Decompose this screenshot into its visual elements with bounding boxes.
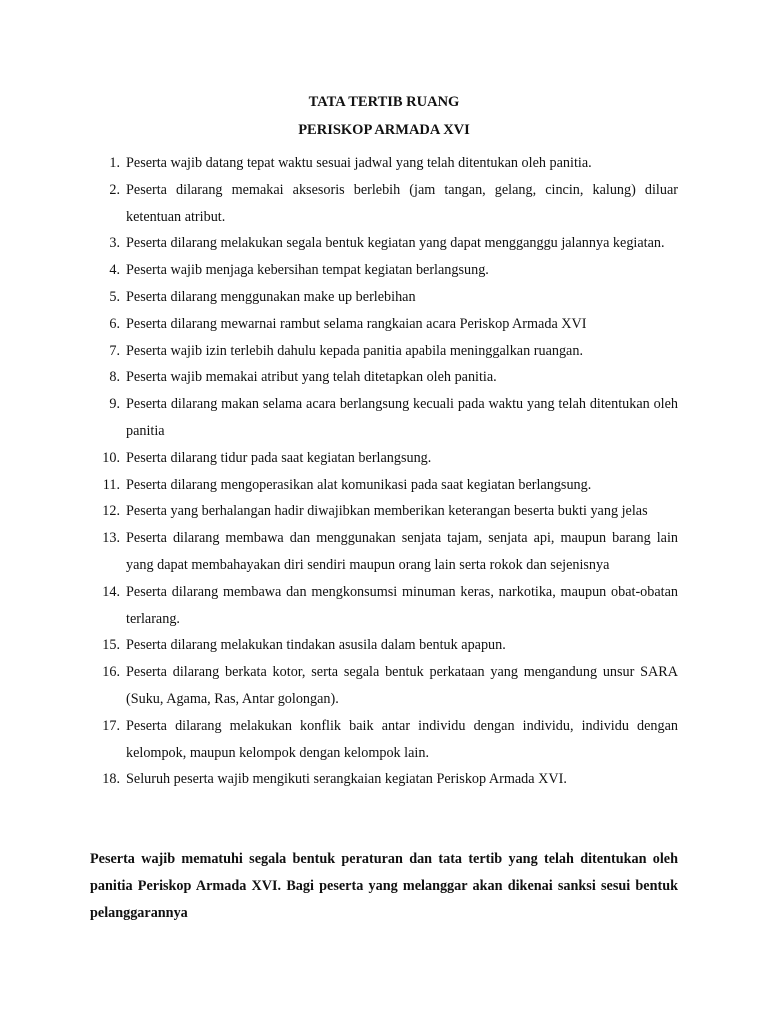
- rule-item: [90, 311, 678, 338]
- rule-number: 18.: [102, 771, 120, 788]
- rule-item: [90, 659, 678, 713]
- rule-number: 17.: [102, 717, 120, 734]
- rule-text: Peserta dilarang membawa dan mengkonsumsi minuman keras, narkotika, maupun obat-obatan terlarang.: [126, 583, 678, 627]
- rule-number: 3.: [109, 235, 120, 252]
- rule-text: Peserta dilarang mengoperasikan alat komunikasi pada saat kegiatan berlangsung.: [126, 476, 592, 493]
- rule-number: 9.: [109, 396, 120, 413]
- rule-item: [90, 150, 678, 177]
- rule-number: 6.: [109, 315, 120, 332]
- rule-text: Peserta dilarang membawa dan menggunakan senjata tajam, senjata api, maupun barang lain yang dapat membahayakan diri sendiri maupun orang lain serta rokok dan sejenisnya: [126, 530, 678, 573]
- rule-number: 4.: [109, 262, 120, 279]
- rule-text: Peserta dilarang menggunakan make up berlebihan: [126, 288, 416, 305]
- rule-number: 11.: [102, 476, 120, 493]
- rule-item: [90, 498, 678, 525]
- rule-text: Peserta wajib memakai atribut yang telah ditetapkan oleh panitia.: [126, 369, 497, 386]
- rule-number: 1.: [109, 155, 120, 171]
- closing-statement: Peserta wajib mematuhi segala bentuk peraturan dan tata tertib yang telah ditentukan oleh panitia Periskop Armada XVI. Bagi peserta yang melanggar akan dikenai sanksi sesui bentuk pelanggarannya: [90, 851, 678, 921]
- rule-text: Peserta dilarang memakai aksesoris berlebih (jam tangan, gelang, cincin, kalung) diluar ketentuan atribut.: [126, 181, 678, 225]
- rule-number: 12.: [102, 503, 120, 520]
- rule-number: 5.: [109, 288, 120, 305]
- rule-number: 15.: [102, 637, 120, 654]
- rule-item: [90, 525, 678, 579]
- rules-list: [90, 150, 678, 793]
- rule-text: Peserta wajib izin terlebih dahulu kepada panitia apabila meninggalkan ruangan.: [126, 342, 583, 359]
- rule-text: Peserta dilarang tidur pada saat kegiatan berlangsung.: [126, 449, 432, 466]
- rule-number: 14.: [102, 583, 120, 600]
- rule-item: [90, 632, 678, 659]
- rule-text: Peserta wajib menjaga kebersihan tempat kegiatan berlangsung.: [126, 262, 489, 279]
- document-subtitle: PERISKOP ARMADA XVI: [298, 122, 470, 138]
- rule-item: [90, 338, 678, 365]
- rule-text: Peserta dilarang melakukan tindakan asusila dalam bentuk apapun.: [126, 637, 506, 654]
- rule-item: [90, 177, 678, 231]
- rule-text: Peserta dilarang makan selama acara berlangsung kecuali pada waktu yang telah ditentukan oleh panitia: [126, 396, 678, 439]
- rule-item: [90, 230, 678, 257]
- rule-number: 7.: [109, 342, 120, 359]
- rule-text: Peserta wajib datang tepat waktu sesuai jadwal yang telah ditentukan oleh panitia.: [126, 155, 592, 171]
- rule-item: [90, 257, 678, 284]
- rule-item: [90, 445, 678, 472]
- rule-number: 13.: [102, 530, 120, 547]
- rule-text: Peserta dilarang melakukan konflik baik antar individu dengan individu, individu dengan kelompok, maupun kelompok dengan kelompok lain.: [126, 717, 678, 761]
- rule-number: 2.: [109, 181, 120, 198]
- rule-item: [90, 472, 678, 499]
- rule-text: Peserta dilarang mewarnai rambut selama rangkaian acara Periskop Armada XVI: [126, 315, 587, 332]
- rule-item: [90, 766, 678, 793]
- rule-item: [90, 579, 678, 633]
- rule-number: 16.: [102, 664, 120, 681]
- rule-item: [90, 713, 678, 767]
- rule-item: [90, 284, 678, 311]
- rule-item: [90, 391, 678, 445]
- rule-number: 10.: [102, 449, 120, 466]
- rule-text: Peserta dilarang berkata kotor, serta segala bentuk perkataan yang mengandung unsur SARA (Suku, Agama, Ras, Antar golongan).: [126, 664, 678, 707]
- rule-item: [90, 364, 678, 391]
- rule-number: 8.: [109, 369, 120, 386]
- rule-text: Seluruh peserta wajib mengikuti serangkaian kegiatan Periskop Armada XVI.: [126, 771, 567, 788]
- rule-text: Peserta yang berhalangan hadir diwajibkan memberikan keterangan beserta bukti yang jelas: [126, 503, 648, 520]
- rule-text: Peserta dilarang melakukan segala bentuk kegiatan yang dapat mengganggu jalannya kegiatan.: [126, 235, 665, 252]
- document-title: TATA TERTIB RUANG: [308, 94, 460, 110]
